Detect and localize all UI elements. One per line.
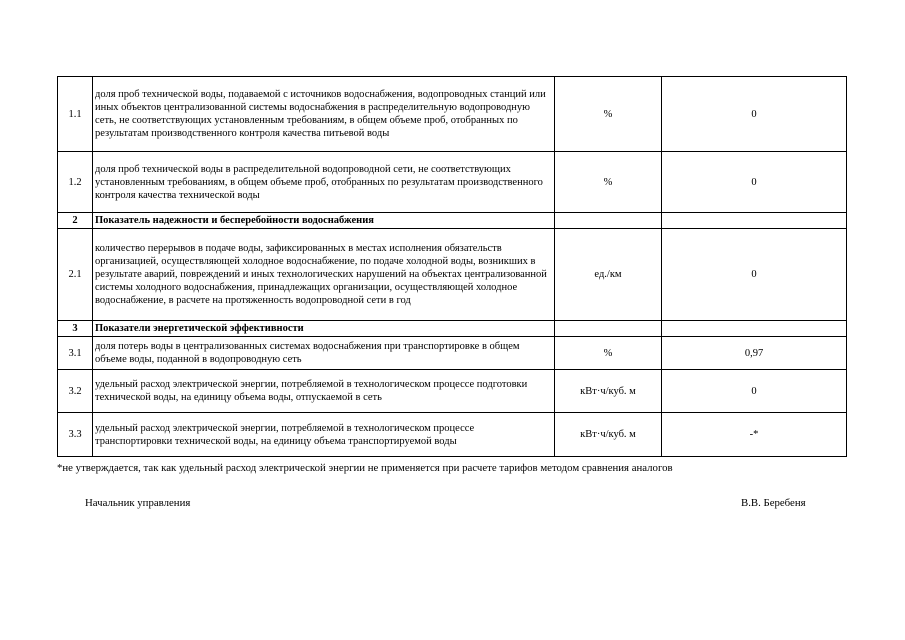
section-number: 3	[58, 321, 93, 337]
row-number: 3.3	[58, 413, 93, 457]
row-number: 1.1	[58, 77, 93, 152]
row-unit	[555, 321, 662, 337]
row-description: количество перерывов в подаче воды, зафиксированных в местах исполнения обязательств организацией, осуществляющей холодное водоснабжение, по подаче холодной воды, возникших в результате аварий, повреждений и иных технологических нарушений на объектах централизованной системы холодного водоснабжения, принадлежащих организации, осуществляющей холодное водоснабжение, в расчете на протяженность водопроводной сети в год	[93, 229, 555, 321]
table-row	[58, 152, 847, 213]
signature-name: В.В. Беребеня	[741, 497, 806, 509]
row-unit: кВт·ч/куб. м	[555, 413, 662, 457]
section-title: Показатели энергетической эффективности	[93, 321, 555, 337]
row-unit: %	[555, 152, 662, 213]
section-row	[58, 213, 847, 229]
row-value: 0	[662, 77, 847, 152]
table-row	[58, 77, 847, 152]
row-description: доля потерь воды в централизованных системах водоснабжения при транспортировке в общем объеме воды, поданной в водопроводную сеть	[93, 337, 555, 370]
row-description: удельный расход электрической энергии, потребляемой в технологическом процессе транспортировки технической воды, на единицу объема транспортируемой воды	[93, 413, 555, 457]
row-unit: ед./км	[555, 229, 662, 321]
row-description: доля проб технической воды в распределительной водопроводной сети, не соответствующих установленным требованиям, в общем объеме проб, отобранных по результатам производственного контроля качества технической воды	[93, 152, 555, 213]
row-number: 1.2	[58, 152, 93, 213]
row-value: 0	[662, 229, 847, 321]
row-value: 0	[662, 370, 847, 413]
row-value	[662, 321, 847, 337]
indicators-table	[57, 76, 847, 457]
signature-position: Начальник управления	[85, 497, 191, 509]
row-value	[662, 213, 847, 229]
row-description: доля проб технической воды, подаваемой с источников водоснабжения, водопроводных станций или иных объектов централизованной системы водоснабжения в распределительную водопроводную сеть, не соответствующих установленным требованиям, в общем объеме проб, отобранных по результатам производственного контроля качества питьевой воды	[93, 77, 555, 152]
table-row	[58, 370, 847, 413]
row-unit: кВт·ч/куб. м	[555, 370, 662, 413]
footnote: *не утверждается, так как удельный расход электрической энергии не применяется при расчете тарифов методом сравнения аналогов	[57, 462, 673, 474]
row-number: 3.1	[58, 337, 93, 370]
row-unit	[555, 213, 662, 229]
row-unit: %	[555, 77, 662, 152]
table-row	[58, 337, 847, 370]
section-title: Показатель надежности и бесперебойности водоснабжения	[93, 213, 555, 229]
table-row	[58, 229, 847, 321]
section-row	[58, 321, 847, 337]
row-value: 0	[662, 152, 847, 213]
row-unit: %	[555, 337, 662, 370]
row-number: 2.1	[58, 229, 93, 321]
section-number: 2	[58, 213, 93, 229]
row-value: -*	[662, 413, 847, 457]
row-number: 3.2	[58, 370, 93, 413]
table-row	[58, 413, 847, 457]
row-description: удельный расход электрической энергии, потребляемой в технологическом процессе подготовки технической воды, на единицу объема воды, отпускаемой в сеть	[93, 370, 555, 413]
row-value: 0,97	[662, 337, 847, 370]
